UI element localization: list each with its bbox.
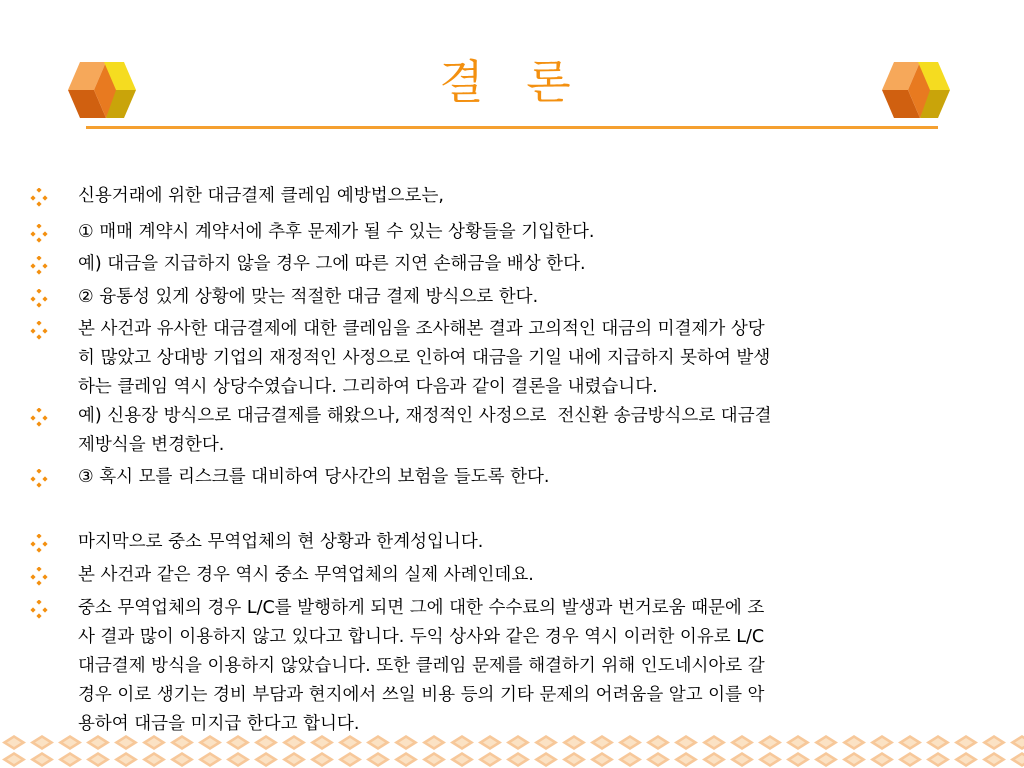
bullet-text-line: ③ 혹시 모를 리스크를 대비하여 당사간의 보험을 들도록 한다. <box>78 467 550 487</box>
diamond-bullet-icon <box>29 188 49 208</box>
bullet-text-line: 경우 이로 생기는 경비 부담과 현지에서 쓰일 비용 등의 기타 문제의 어려움을 알고 이를 악 <box>78 685 765 705</box>
diamond-bullet-icon <box>29 289 49 309</box>
diamond-bullet-icon <box>29 469 49 489</box>
diamond-bullet-icon <box>29 321 49 341</box>
diamond-bullet-icon <box>29 534 49 554</box>
diamond-bullet-icon <box>29 408 49 428</box>
bullet-text-line: ② 융통성 있게 상황에 맞는 적절한 대금 결제 방식으로 한다. <box>78 287 539 307</box>
bullet-text-line: 본 사건과 유사한 대금결제에 대한 클레임을 조사해본 결과 고의적인 대금의 미결제가 상당 <box>78 319 765 339</box>
diamond-bullet-icon <box>29 256 49 276</box>
bullet-text-line: 예) 신용장 방식으로 대금결제를 해왔으나, 재정적인 사정으로 전신환 송금방식으로 대금결 <box>78 406 772 426</box>
diamond-bullet-icon <box>29 224 49 244</box>
bullet-text-line: 히 많았고 상대방 기업의 재정적인 사정으로 인하여 대금을 기일 내에 지급하지 못하여 발생 <box>78 348 771 368</box>
bullet-text-line: 하는 클레임 역시 상당수였습니다. 그리하여 다음과 같이 결론을 내렸습니다. <box>78 377 658 397</box>
bullet-text-line: ① 매매 계약시 계약서에 추후 문제가 될 수 있는 상황들을 기입한다. <box>78 222 595 242</box>
bullet-text-line: 사 결과 많이 이용하지 않고 있다고 합니다. 두익 상사와 같은 경우 역시 이러한 이유로 L/C <box>78 627 765 647</box>
footer-diamond-border <box>0 734 1024 768</box>
slide-title: 결 론 <box>439 55 585 109</box>
bullet-text-line: 중소 무역업체의 경우 L/C를 발행하게 되면 그에 대한 수수료의 발생과 번거로움 때문에 조 <box>78 598 765 618</box>
bullet-text-line: 용하여 대금을 미지급 한다고 합니다. <box>78 714 360 734</box>
bullet-text-line: 예) 대금을 지급하지 않을 경우 그에 따른 지연 손해금을 배상 한다. <box>78 254 586 274</box>
diamond-bullet-icon <box>29 600 49 620</box>
bullet-text-line: 대금결제 방식을 이용하지 않았습니다. 또한 클레임 문제를 해결하기 위해 인도네시아로 갈 <box>78 656 765 676</box>
bullet-text-line: 마지막으로 중소 무역업체의 현 상황과 한계성입니다. <box>78 532 484 552</box>
bullet-text-line: 본 사건과 같은 경우 역시 중소 무역업체의 실제 사례인데요. <box>78 565 534 585</box>
bullet-text-line: 제방식을 변경한다. <box>78 435 225 455</box>
bullet-text-line: 신용거래에 위한 대금결제 클레임 예방법으로는, <box>78 186 444 206</box>
diamond-bullet-icon <box>29 567 49 587</box>
